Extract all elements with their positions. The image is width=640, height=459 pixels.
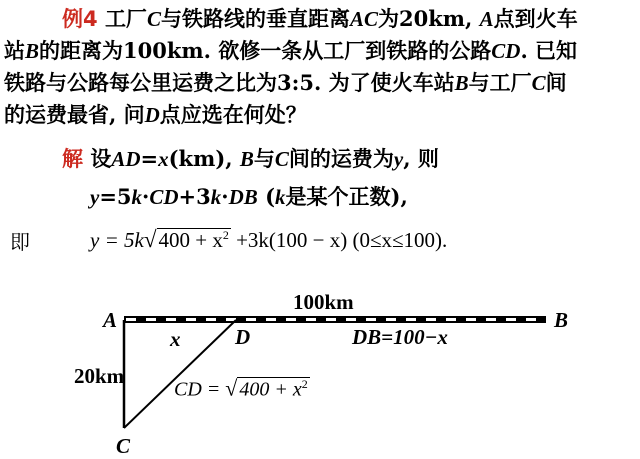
point-a-label: A [103,308,118,332]
problem-line-2: 站B的距离为100km. 欲修一条从工厂到铁路的公路CD. 已知 [4,38,578,63]
point-d-label: D [235,325,251,349]
solution-line-1-text: 设AD=x(km), B与C间的运费为y, 则 [90,146,439,171]
solution-label: 解 [62,147,83,171]
solution-line-2: y=5k·CD+3k·DB (k是某个正数), [90,184,408,209]
problem-line-4: 的运费最省, 问D点应选在何处？ [4,102,307,127]
point-b-label: B [554,308,569,332]
distance-ac-label: 20km [74,364,125,388]
formula-radical: $400 + x^2$ [158,228,229,252]
formula-rest: +3k(100 − x) (0≤x≤100). [236,228,448,252]
example-label: 例4 [62,7,98,31]
ji-label: 即 [10,230,30,254]
segment-x-label: x [170,327,181,351]
distance-ab-label: 100km [293,290,354,314]
problem-line-3: 铁路与公路每公里运费之比为3:5. 为了使火车站B与工厂C间 [4,70,567,95]
point-c-label: C [116,434,131,458]
cd-formula: CD = √ $400 + x^2$ [174,375,308,401]
problem-line-1-text: 工厂C与铁路线的垂直距离AC为20km, A点到火车 [104,6,578,31]
cost-formula: $y = 5k√400 + x^2 +3k(100 - x)$ (0≤x≤100). [90,226,448,252]
distance-db-label: DB=100−x [352,325,448,349]
formula-lhs: y = 5k [90,228,144,252]
